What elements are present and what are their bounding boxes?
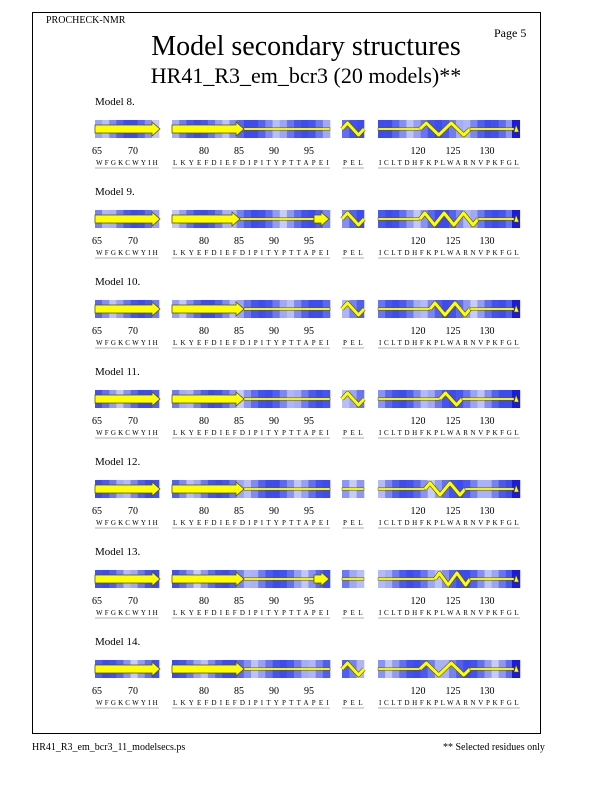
residue-tick: 65 xyxy=(92,686,102,697)
coil-line xyxy=(378,218,420,220)
residue-tick: 130 xyxy=(479,686,495,697)
residue-tick: 70 xyxy=(128,146,138,157)
residue-tick: 90 xyxy=(269,506,279,517)
sequence-text: LKYEFDIEFDIPITYPTTAPEI xyxy=(173,339,329,347)
sequence-text: ICLTDHFKPLWARNVPKFGL xyxy=(379,339,519,347)
model-label: Model 11. xyxy=(95,366,140,378)
residue-tick: 70 xyxy=(128,506,138,517)
coil-line xyxy=(470,128,514,130)
model-label: Model 10. xyxy=(95,276,141,288)
residue-tick: 125 xyxy=(445,416,461,427)
program-name: PROCHECK-NMR xyxy=(46,15,126,26)
coil-line xyxy=(240,218,314,220)
residue-tick: 95 xyxy=(304,596,314,607)
coil-line xyxy=(462,398,514,400)
sequence-text: PEL xyxy=(343,429,363,437)
model-label: Model 8. xyxy=(95,96,135,108)
coil-line xyxy=(244,398,330,400)
residue-tick: 130 xyxy=(479,506,495,517)
residue-tick: 130 xyxy=(479,326,495,337)
model-block xyxy=(0,96,612,184)
secondary-structure-plot xyxy=(0,186,612,274)
page-number: Page 5 xyxy=(494,26,527,40)
residue-tick: 90 xyxy=(269,416,279,427)
model-block xyxy=(0,276,612,364)
coil-line xyxy=(244,128,330,130)
sequence-text: PEL xyxy=(343,159,363,167)
sequence-text: LKYEFDIEFDIPITYPTTAPEI xyxy=(173,699,329,707)
coil-line xyxy=(342,578,364,580)
residue-tick: 70 xyxy=(128,236,138,247)
coil-line xyxy=(378,488,425,490)
coil-line xyxy=(465,488,514,490)
residue-tick: 80 xyxy=(199,686,209,697)
residue-tick: 90 xyxy=(269,146,279,157)
secondary-structure-plot xyxy=(0,276,612,364)
residue-tick: 95 xyxy=(304,326,314,337)
residue-tick: 130 xyxy=(479,416,495,427)
residue-tick: 85 xyxy=(234,326,244,337)
footer-note: ** Selected residues only xyxy=(443,742,545,753)
coil-line xyxy=(244,668,330,670)
residue-tick: 120 xyxy=(410,146,426,157)
secondary-structure-plot xyxy=(0,456,612,544)
residue-tick: 85 xyxy=(234,506,244,517)
residue-tick: 130 xyxy=(479,596,495,607)
residue-tick: 70 xyxy=(128,416,138,427)
secondary-structure-plot xyxy=(0,366,612,454)
sequence-text: ICLTDHFKPLWARNVPKFGL xyxy=(379,699,519,707)
residue-tick: 95 xyxy=(304,146,314,157)
sequence-text: LKYEFDIEFDIPITYPTTAPEI xyxy=(173,159,329,167)
residue-tick: 90 xyxy=(269,326,279,337)
residue-tick: 125 xyxy=(445,236,461,247)
model-block xyxy=(0,186,612,274)
residue-tick: 80 xyxy=(199,416,209,427)
residue-tick: 70 xyxy=(128,686,138,697)
residue-tick: 65 xyxy=(92,236,102,247)
residue-tick: 85 xyxy=(234,686,244,697)
page-subtitle: HR41_R3_em_bcr3 (20 models)** xyxy=(150,63,462,88)
residue-tick: 120 xyxy=(410,506,426,517)
coil-line xyxy=(342,488,364,490)
residue-tick: 95 xyxy=(304,506,314,517)
residue-tick: 130 xyxy=(479,236,495,247)
coil-line xyxy=(470,578,514,580)
sequence-text: WFGKCWYIH xyxy=(96,519,158,527)
sequence-text: LKYEFDIEFDIPITYPTTAPEI xyxy=(173,429,329,437)
sequence-text: LKYEFDIEFDIPITYPTTAPEI xyxy=(173,249,329,257)
sequence-text: WFGKCWYIH xyxy=(96,609,158,617)
residue-tick: 85 xyxy=(234,596,244,607)
residue-tick: 80 xyxy=(199,506,209,517)
coil-line xyxy=(470,668,514,670)
residue-tick: 125 xyxy=(445,686,461,697)
residue-tick: 95 xyxy=(304,686,314,697)
sequence-text: ICLTDHFKPLWARNVPKFGL xyxy=(379,429,519,437)
footer-filename: HR41_R3_em_bcr3_11_modelsecs.ps xyxy=(32,742,186,753)
residue-tick: 95 xyxy=(304,236,314,247)
coil-line xyxy=(244,488,330,490)
sequence-text: ICLTDHFKPLWARNVPKFGL xyxy=(379,159,519,167)
model-label: Model 12. xyxy=(95,456,141,468)
residue-tick: 80 xyxy=(199,596,209,607)
residue-tick: 65 xyxy=(92,146,102,157)
residue-tick: 90 xyxy=(269,596,279,607)
sequence-text: WFGKCWYIH xyxy=(96,429,158,437)
residue-tick: 125 xyxy=(445,326,461,337)
page-title: Model secondary structures xyxy=(151,31,461,62)
sequence-text: LKYEFDIEFDIPITYPTTAPEI xyxy=(173,519,329,527)
segment-3 xyxy=(378,570,520,618)
residue-tick: 125 xyxy=(445,506,461,517)
residue-tick: 85 xyxy=(234,146,244,157)
coil-line xyxy=(378,128,420,130)
residue-tick: 90 xyxy=(269,236,279,247)
residue-tick: 120 xyxy=(410,236,426,247)
residue-tick: 65 xyxy=(92,416,102,427)
coil-line xyxy=(244,308,330,310)
model-block xyxy=(0,546,612,634)
residue-tick: 65 xyxy=(92,326,102,337)
residue-tick: 85 xyxy=(234,416,244,427)
model-block xyxy=(0,636,612,724)
sequence-text: WFGKCWYIH xyxy=(96,339,158,347)
secondary-structure-plot xyxy=(0,96,612,184)
sequence-text: PEL xyxy=(343,249,363,257)
segment-2 xyxy=(342,480,364,528)
residue-tick: 125 xyxy=(445,146,461,157)
secondary-structure-plot xyxy=(0,546,612,634)
residue-tick: 95 xyxy=(304,416,314,427)
model-label: Model 13. xyxy=(95,546,141,558)
sequence-text: WFGKCWYIH xyxy=(96,699,158,707)
sequence-text: PEL xyxy=(343,609,363,617)
sequence-text: PEL xyxy=(343,339,363,347)
residue-tick: 65 xyxy=(92,596,102,607)
residue-tick: 80 xyxy=(199,146,209,157)
segment-2 xyxy=(342,570,364,618)
sequence-text: ICLTDHFKPLWARNVPKFGL xyxy=(379,609,519,617)
model-label: Model 14. xyxy=(95,636,141,648)
residue-tick: 65 xyxy=(92,506,102,517)
residue-tick: 120 xyxy=(410,416,426,427)
sequence-text: PEL xyxy=(343,519,363,527)
sequence-text: PEL xyxy=(343,699,363,707)
coil-line xyxy=(244,578,314,580)
residue-tick: 120 xyxy=(410,596,426,607)
residue-tick: 70 xyxy=(128,326,138,337)
residue-tick: 130 xyxy=(479,146,495,157)
model-block xyxy=(0,456,612,544)
residue-tick: 125 xyxy=(445,596,461,607)
coil-line xyxy=(478,218,514,220)
coil-line xyxy=(470,308,514,310)
residue-tick: 90 xyxy=(269,686,279,697)
residue-tick: 85 xyxy=(234,236,244,247)
residue-tick: 120 xyxy=(410,686,426,697)
coil-line xyxy=(378,578,435,580)
coil-line xyxy=(378,398,440,400)
sequence-text: ICLTDHFKPLWARNVPKFGL xyxy=(379,519,519,527)
sequence-text: WFGKCWYIH xyxy=(96,159,158,167)
sequence-text: LKYEFDIEFDIPITYPTTAPEI xyxy=(173,609,329,617)
coil-line xyxy=(378,308,430,310)
coil-line xyxy=(378,668,420,670)
sequence-text: WFGKCWYIH xyxy=(96,249,158,257)
residue-tick: 70 xyxy=(128,596,138,607)
residue-tick: 80 xyxy=(199,326,209,337)
model-label: Model 9. xyxy=(95,186,135,198)
secondary-structure-plot xyxy=(0,636,612,724)
sequence-text: ICLTDHFKPLWARNVPKFGL xyxy=(379,249,519,257)
model-block xyxy=(0,366,612,454)
residue-tick: 80 xyxy=(199,236,209,247)
residue-tick: 120 xyxy=(410,326,426,337)
